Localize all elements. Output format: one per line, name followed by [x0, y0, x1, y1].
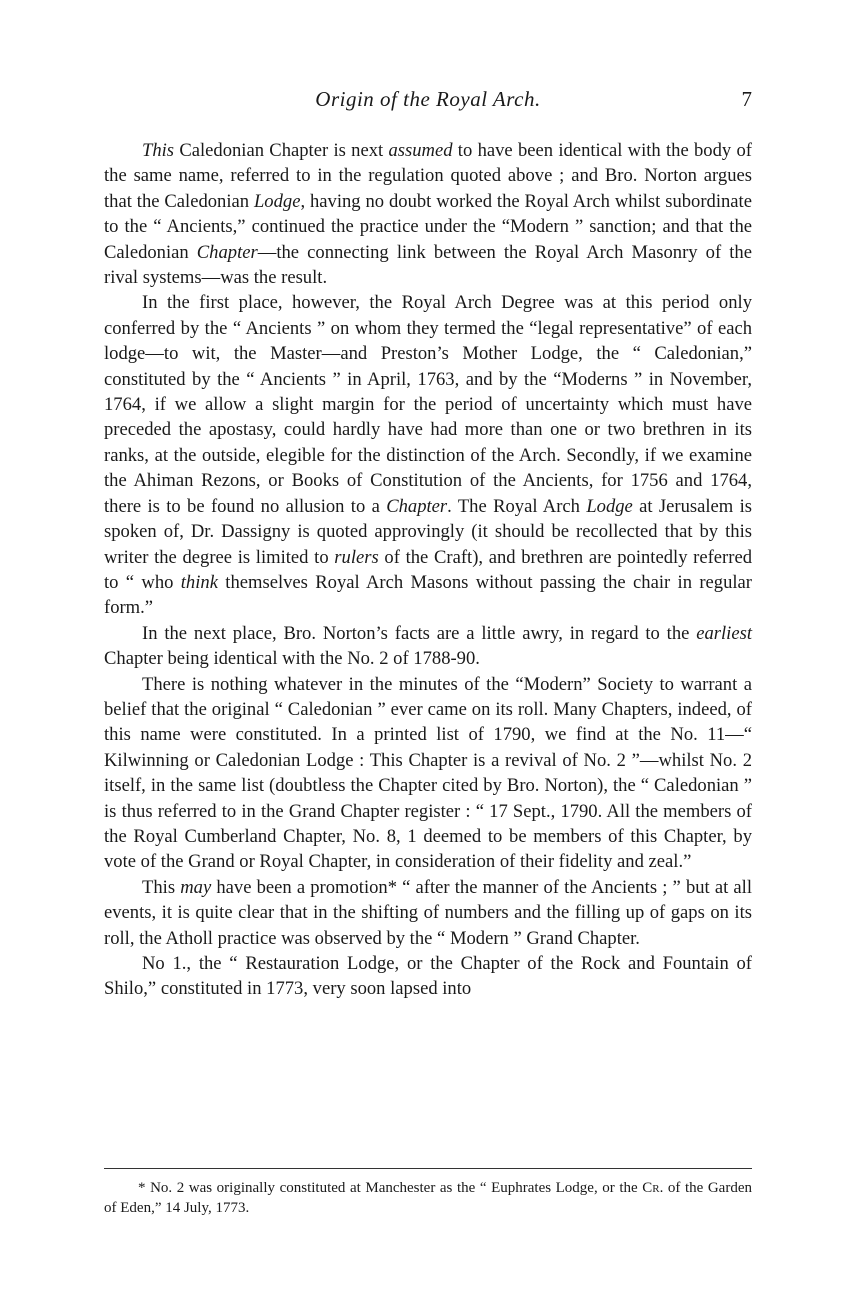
footnote-rule — [104, 1168, 752, 1169]
text-run: No 1., the “ Restauration Lodge, or the Chapter of the Rock and Fountain of Shilo,” constituted in 1773, very soon lapsed into — [104, 953, 752, 1000]
italic-text: earliest — [696, 622, 752, 644]
text-run: In the first place, however, the Royal Arch Degree was at this period only conferred by the “ Ancients ” on whom they termed the “legal representative” of each lodge—to wit, the Master—and Preston’s Mother Lodge, the “ Caledonian,” constituted by the “ Ancients ” in April, 1763, and by the “Moderns ” in November, 1764, if we allow a slight margin for the period of uncertainty which must have preceded the apostasy, could hardly have had more than one or two brethren in its ranks, at the outside, elegible for the distinction of the Arch. Secondly, if we examine the Ahiman Rezons, or Books of Constitution of the Ancients, for 1756 and 1764, there is to be found no allusion to a — [104, 292, 752, 517]
italic-text: may — [180, 876, 212, 898]
italic-text: assumed — [388, 140, 453, 161]
text-run: In the next place, Bro. Norton’s facts are a little awry, in regard to the — [142, 622, 697, 644]
italic-text: Lodge — [586, 495, 633, 517]
footnote — [104, 1178, 752, 1218]
text-run: at Jerusalem is spoken of, Dr. Dassigny is quoted approvingly (it should be recollected that by this writer the degree is limited to — [104, 495, 752, 568]
paragraph — [104, 951, 752, 1002]
italic-text: think — [180, 571, 218, 593]
paragraph — [104, 875, 752, 951]
paragraph — [104, 290, 752, 620]
body-text — [104, 138, 752, 1002]
italic-text: Chapter — [386, 495, 448, 517]
italic-text: This — [142, 140, 175, 161]
page-number: 7 — [741, 87, 752, 111]
paragraph — [104, 672, 752, 875]
italic-text: rulers — [334, 546, 379, 568]
text-run: There is nothing whatever in the minutes of the “Modern” Society to warrant a belief that the original “ Caledonian ” ever came on its roll. Many Chapters, indeed, of this name were constituted. In a printed list of 1790, we find at the No. 11—“ Kilwinning or Caledonian Lodge : This Chapter is a revival of No. 2 ”—whilst No. 2 itself, in the same list (doubtless the Chapter cited by Bro. Norton), the “ Caledonian ” is thus referred to in the Grand Chapter register : “ 17 Sept., 1790. All the members of the Royal Cumberland Chapter, No. 8, 1 deemed to be members of this Chapter, by vote of the Grand or Royal Chapter, in consideration of their fidelity and zeal.” — [104, 673, 752, 873]
running-title: Origin of the Royal Arch. — [315, 87, 541, 111]
text-run: have been a promotion* “ after the manner of the Ancients ; ” but at all events, it is quite clear that in the shifting of numbers and the filling up of gaps on its roll, the Atholl practice was observed by the “ Modern ” Grand Chapter. — [104, 876, 753, 949]
small-caps-text: Cr. — [642, 1180, 664, 1196]
paragraph — [104, 621, 752, 672]
italic-text: Lodge — [253, 190, 301, 212]
footnote-text — [104, 1178, 752, 1218]
text-run: Caledonian Chapter is next — [174, 140, 389, 161]
page-header — [104, 87, 752, 121]
text-run: of the Craft), and brethren are pointedly referred to “ who — [104, 546, 752, 593]
text-run: to have been identical with the body of the same name, referred to in the regulation quoted above ; and Bro. Norton argues that the Caledonian — [104, 140, 752, 212]
text-run: This — [142, 876, 181, 898]
text-run: —the connecting link between the Royal Arch Masonry of the rival systems—was the result. — [104, 241, 752, 289]
text-run: * No. 2 was originally constituted at Manchester as the “ Euphrates Lodge, or the — [138, 1180, 643, 1196]
text-run: Chapter being identical with the No. 2 of 1788-90. — [104, 648, 480, 670]
paragraph — [104, 138, 752, 290]
text-run: themselves Royal Arch Masons without passing the chair in regular form.” — [104, 571, 752, 619]
text-run: . The Royal Arch — [447, 495, 587, 517]
italic-text: Chapter — [196, 241, 258, 263]
text-run: , having no doubt worked the Royal Arch whilst subordinate to the “ Ancients,” continued the practice under the “Modern ” sanction; and that the Caledonian — [104, 190, 752, 263]
text-run: of the Garden of Eden,” 14 July, 1773. — [104, 1180, 752, 1216]
